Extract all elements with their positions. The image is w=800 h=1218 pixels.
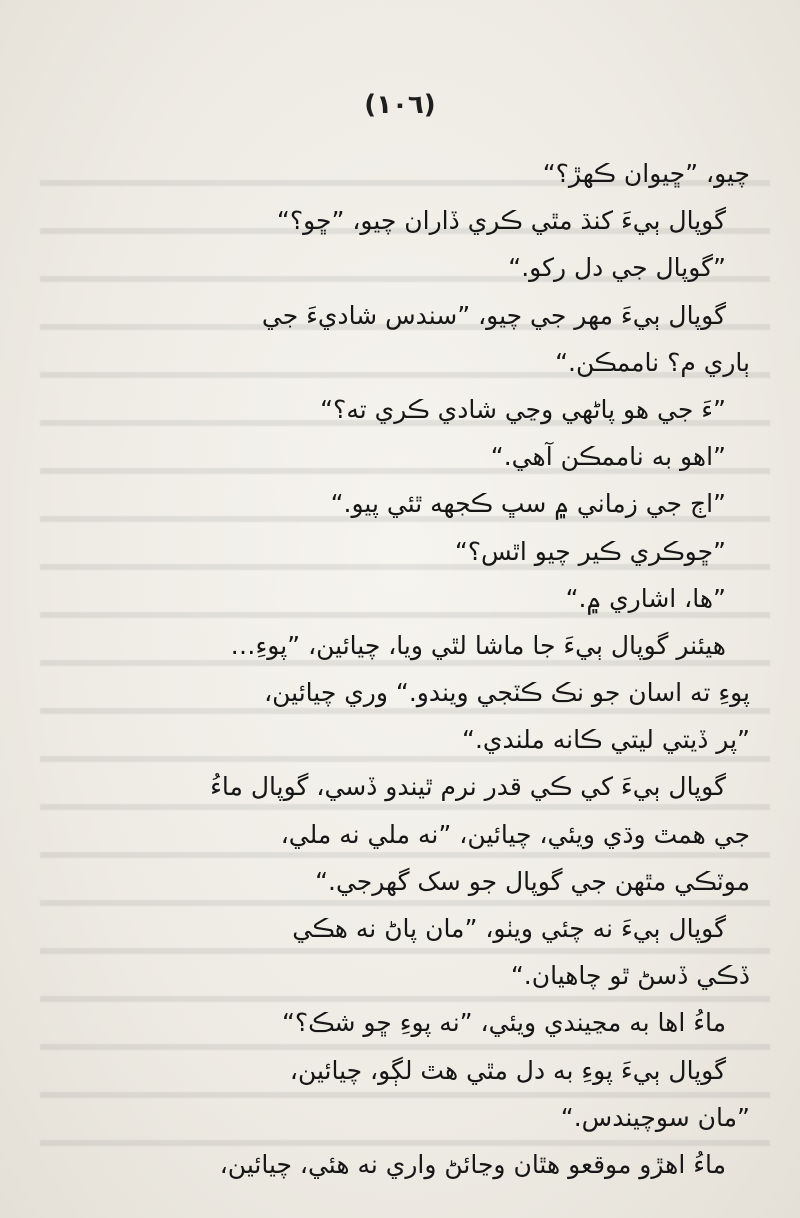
text-line: پوءِ ته اسان جو نڪ ڪٽجي ويندو.“ وري چيائين، — [264, 678, 750, 708]
text-line: ”ءَ جي هو پاڻهي وڃي شادي ڪري ته؟“ — [320, 394, 726, 424]
page-number: (١٠٦) — [364, 90, 436, 120]
text-line: گوپال ٻيءَ پوءِ به دل مٿي هٿ لڳو، چيائين، — [289, 1055, 726, 1085]
text-line: ”اهو به ناممڪن آهي.“ — [490, 442, 726, 472]
text-line: ٻاري م؟ ناممڪن.“ — [555, 347, 750, 377]
text-line: ”مان سوچيندس.“ — [560, 1102, 750, 1132]
text-line: گوپال ٻيءَ مهر جي چيو، ”سندس شاديءَ جي — [261, 300, 726, 330]
body-text — [60, 150, 750, 1188]
text-line: جي همٿ وڌي ويئي، چيائين، ”نه ملي نه ملي، — [280, 819, 750, 849]
text-line: ڏڪي ڏسڻ ٿو چاهيان.“ — [510, 961, 750, 991]
text-line: ماءُ اها به مڃيندي ويئي، ”نه پوءِ ڇو شڪ؟“ — [281, 1008, 726, 1038]
text-line: ”گوپال جي دل رکو.“ — [508, 253, 726, 283]
text-line: گوپال ٻيءَ کي ڪي قدر نرم ٿيندو ڏسي، گوپال ماءُ — [210, 772, 726, 802]
text-line: ”ها، اشاري ۾.“ — [565, 583, 726, 613]
text-line: ”اڄ جي زماني ۾ سڀ ڪجهه ٿئي پيو.“ — [330, 489, 726, 519]
text-line: گوپال ٻيءَ نه چئي ويٺو، ”مان پاڻ نه هڪي — [292, 914, 726, 943]
text-line: موٽڪي مٿهن جي گوپال جو سک گهرجي.“ — [315, 866, 750, 896]
text-line: ”پر ڏيتي ليتي ڪانه ملندي.“ — [462, 725, 750, 755]
text-line: ”ڇوڪري ڪير چيو اٿس؟“ — [454, 536, 726, 566]
text-line: چيو، ”ڇيوان ڪهڙ؟“ — [542, 159, 750, 188]
text-line: هيئنر گوپال ٻيءَ جا ماشا لٿي ويا، چيائين، ”پوءِ… — [230, 630, 726, 660]
text-line: گوپال ٻيءَ کنڌ مٿي ڪري ڏاران چيو، ”ڇو؟“ — [276, 206, 726, 236]
text-line: ماءُ اهڙو موقعو هٿان وڃائڻ واري نه هئي، چيائين، — [219, 1149, 726, 1179]
